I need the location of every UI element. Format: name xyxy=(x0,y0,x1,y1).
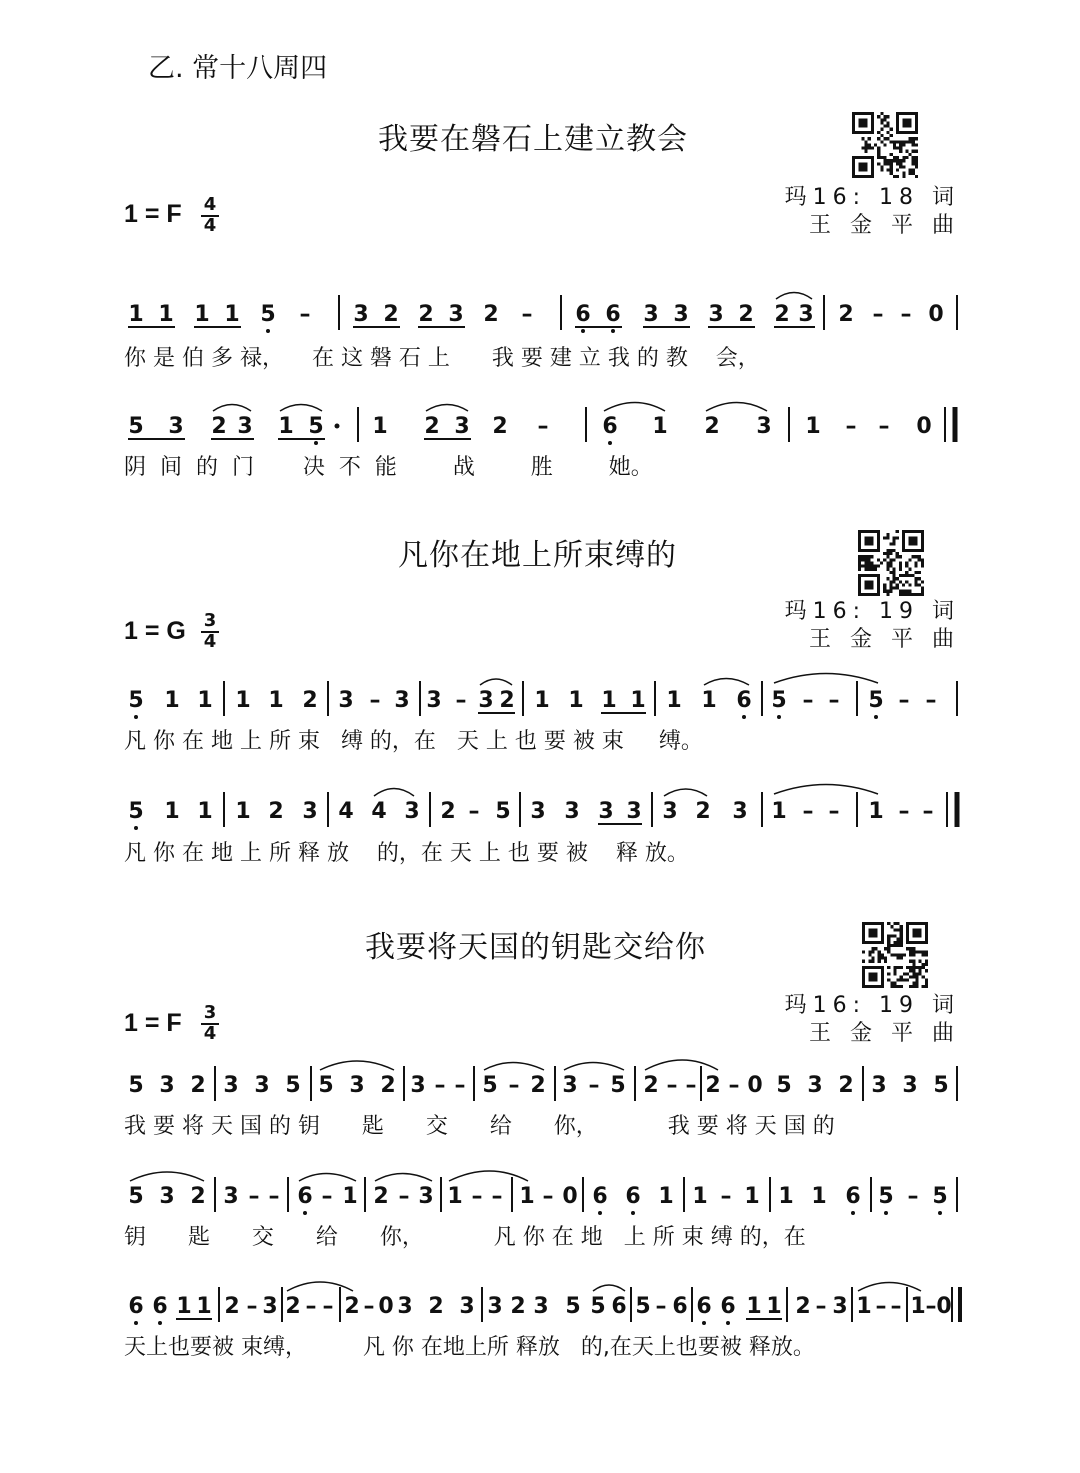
note: 2 xyxy=(268,799,284,824)
note: 3 xyxy=(237,414,253,439)
time-denominator: 4 xyxy=(203,631,217,652)
svg-text:3: 3 xyxy=(159,1073,175,1098)
svg-text:5: 5 xyxy=(318,1073,334,1098)
svg-text:1: 1 xyxy=(342,1184,358,1209)
svg-text:3: 3 xyxy=(262,1294,278,1319)
note: 0 xyxy=(916,414,932,439)
svg-text:0: 0 xyxy=(936,1294,952,1319)
svg-text:2: 2 xyxy=(285,1294,301,1319)
header-label: 乙. 常十八周四 xyxy=(148,53,328,84)
svg-text:6: 6 xyxy=(128,1294,144,1319)
note: 1 xyxy=(235,799,251,824)
svg-text:3: 3 xyxy=(459,1294,475,1319)
time-numerator: 3 xyxy=(201,1004,219,1025)
svg-text:0: 0 xyxy=(747,1073,763,1098)
svg-text:1: 1 xyxy=(778,1184,794,1209)
note: 3 xyxy=(478,688,494,713)
note: 5 xyxy=(128,688,144,713)
lyric-line: 阴 间 的 门 决 不 能 战 胜 她。 xyxy=(124,455,653,480)
svg-text:5: 5 xyxy=(776,1073,792,1098)
note: – xyxy=(521,302,533,327)
svg-text:2: 2 xyxy=(838,1073,854,1098)
note: 2 xyxy=(499,688,515,713)
svg-text:–: – xyxy=(363,1294,375,1319)
note: 1 xyxy=(235,688,251,713)
svg-text:2: 2 xyxy=(344,1294,360,1319)
note: 3 xyxy=(454,414,470,439)
note: 2 xyxy=(838,302,854,327)
key-signature: 1 = F xyxy=(124,200,182,228)
note: 1 xyxy=(128,302,144,327)
note: 1 xyxy=(652,414,668,439)
svg-text:1: 1 xyxy=(447,1184,463,1209)
svg-text:5: 5 xyxy=(285,1073,301,1098)
note: 6 xyxy=(575,302,591,327)
note: 1 xyxy=(197,799,213,824)
note: 4 xyxy=(338,799,354,824)
svg-text:5: 5 xyxy=(590,1294,606,1319)
credit-lyrics: 玛16: 19 词 xyxy=(784,599,960,624)
svg-text:–: – xyxy=(248,1184,260,1209)
note: – xyxy=(802,688,814,713)
svg-text:6: 6 xyxy=(720,1294,736,1319)
note: – xyxy=(878,414,890,439)
note: 3 xyxy=(302,799,318,824)
svg-text:0: 0 xyxy=(562,1184,578,1209)
svg-text:2: 2 xyxy=(373,1184,389,1209)
svg-text:1: 1 xyxy=(658,1184,674,1209)
svg-text:3: 3 xyxy=(533,1294,549,1319)
svg-text:1: 1 xyxy=(176,1294,192,1319)
svg-text:6: 6 xyxy=(297,1184,313,1209)
note: 2 xyxy=(774,302,790,327)
note: 3 xyxy=(708,302,724,327)
note: 1 xyxy=(534,688,550,713)
svg-text:–: – xyxy=(815,1294,827,1319)
svg-text:2: 2 xyxy=(795,1294,811,1319)
svg-text:3: 3 xyxy=(418,1184,434,1209)
note: 3 xyxy=(448,302,464,327)
note: 1 xyxy=(805,414,821,439)
note: 1 xyxy=(568,688,584,713)
note: 1 xyxy=(164,799,180,824)
note: – xyxy=(925,688,937,713)
svg-text:–: – xyxy=(305,1294,317,1319)
note: – xyxy=(455,688,467,713)
svg-text:–: – xyxy=(246,1294,258,1319)
note: 2 xyxy=(492,414,508,439)
note: 2 xyxy=(424,414,440,439)
note: 3 xyxy=(643,302,659,327)
note: 3 xyxy=(530,799,546,824)
svg-text:–: – xyxy=(728,1073,740,1098)
note: 3 xyxy=(598,799,614,824)
credit-music: 王 金 平 曲 xyxy=(809,213,960,238)
svg-text:–: – xyxy=(875,1294,887,1319)
svg-text:–: – xyxy=(685,1073,697,1098)
note: 3 xyxy=(732,799,748,824)
svg-text:2: 2 xyxy=(380,1073,396,1098)
note: – xyxy=(537,414,549,439)
time-signature xyxy=(201,612,219,650)
note: 5 xyxy=(260,302,276,327)
note: 5 xyxy=(495,799,511,824)
note: 6 xyxy=(602,414,618,439)
note: 1 xyxy=(666,688,682,713)
svg-text:6: 6 xyxy=(611,1294,627,1319)
time-denominator: 4 xyxy=(203,1023,217,1044)
svg-text:6: 6 xyxy=(152,1294,168,1319)
note: 3 xyxy=(673,302,689,327)
svg-text:1: 1 xyxy=(692,1184,708,1209)
note: 3 xyxy=(168,414,184,439)
note: 3 xyxy=(662,799,678,824)
svg-text:6: 6 xyxy=(672,1294,688,1319)
svg-text:1: 1 xyxy=(746,1294,762,1319)
note: 2 xyxy=(302,688,318,713)
svg-text:2: 2 xyxy=(510,1294,526,1319)
note: – xyxy=(468,799,480,824)
lyric-line: 天上也要被 束缚， 凡 你 在地上所 释放 的,在天上也要被 释放。 xyxy=(124,1335,815,1360)
credit-music: 王 金 平 曲 xyxy=(809,1021,960,1046)
svg-text:–: – xyxy=(655,1294,667,1319)
svg-text:1: 1 xyxy=(744,1184,760,1209)
note: 1 xyxy=(197,688,213,713)
note: 4 xyxy=(371,799,387,824)
svg-text:1: 1 xyxy=(910,1294,926,1319)
time-signature xyxy=(201,1004,219,1042)
svg-text:–: – xyxy=(398,1184,410,1209)
note: 5 xyxy=(128,799,144,824)
svg-text:3: 3 xyxy=(871,1073,887,1098)
svg-text:3: 3 xyxy=(562,1073,578,1098)
svg-text:–: – xyxy=(907,1184,919,1209)
time-numerator: 3 xyxy=(201,612,219,633)
svg-text:1: 1 xyxy=(766,1294,782,1319)
svg-text:1: 1 xyxy=(519,1184,535,1209)
svg-text:3: 3 xyxy=(223,1184,239,1209)
song-title: 我要在磐石上建立教会 xyxy=(378,122,688,157)
staff-line xyxy=(128,1282,960,1325)
svg-text:5: 5 xyxy=(635,1294,651,1319)
note: 2 xyxy=(211,414,227,439)
note: 5 xyxy=(308,414,324,439)
svg-text:3: 3 xyxy=(807,1073,823,1098)
lyric-line: 我 要 将 天 国 的 钥 匙 交 给 你， 我 要 将 天 国 的 xyxy=(124,1114,835,1139)
note: 1 xyxy=(164,688,180,713)
note: 3 xyxy=(404,799,420,824)
svg-text:2: 2 xyxy=(224,1294,240,1319)
lyric-line: 钥 匙 交 给 你， 凡 你 在 地 上 所 束 缚 的，在 xyxy=(124,1225,806,1250)
svg-text:5: 5 xyxy=(128,1073,144,1098)
note: 6 xyxy=(736,688,752,713)
svg-text:–: – xyxy=(268,1184,280,1209)
svg-text:1: 1 xyxy=(856,1294,872,1319)
svg-text:5: 5 xyxy=(565,1294,581,1319)
note: – xyxy=(898,688,910,713)
svg-text:3: 3 xyxy=(410,1073,426,1098)
svg-text:–: – xyxy=(322,1294,334,1319)
svg-text:–: – xyxy=(454,1073,466,1098)
note: 1 xyxy=(278,414,294,439)
svg-text:5: 5 xyxy=(128,1184,144,1209)
staff-line xyxy=(128,1171,957,1215)
staff-line xyxy=(128,293,957,334)
song-title: 我要将天国的钥匙交给你 xyxy=(365,930,706,965)
note: 3 xyxy=(394,688,410,713)
note: 6 xyxy=(605,302,621,327)
svg-text:3: 3 xyxy=(159,1184,175,1209)
note: 0 xyxy=(928,302,944,327)
note: 3 xyxy=(426,688,442,713)
note: 1 xyxy=(194,302,210,327)
staff-line xyxy=(128,785,957,831)
svg-text:–: – xyxy=(925,1294,937,1319)
svg-text:2: 2 xyxy=(705,1073,721,1098)
note: 1 xyxy=(868,799,884,824)
svg-text:3: 3 xyxy=(254,1073,270,1098)
staff-line xyxy=(128,403,955,446)
credit-lyrics: 玛16: 19 词 xyxy=(784,993,960,1018)
song-title: 凡你在地上所束缚的 xyxy=(398,538,677,573)
note: – xyxy=(828,799,840,824)
svg-text:3: 3 xyxy=(902,1073,918,1098)
note: – xyxy=(872,302,884,327)
svg-text:6: 6 xyxy=(592,1184,608,1209)
key-signature: 1 = G xyxy=(124,617,186,645)
svg-text:0: 0 xyxy=(378,1294,394,1319)
note: 2 xyxy=(383,302,399,327)
svg-text:–: – xyxy=(434,1073,446,1098)
note: 1 xyxy=(224,302,240,327)
svg-text:5: 5 xyxy=(933,1073,949,1098)
key-signature: 1 = F xyxy=(124,1009,182,1037)
note: 3 xyxy=(564,799,580,824)
song-credits xyxy=(760,992,960,1048)
note: 1 xyxy=(630,688,646,713)
svg-text:–: – xyxy=(588,1073,600,1098)
lyric-line: 凡 你 在 地 上 所 束 缚 的，在 天 上 也 要 被 束 缚。 xyxy=(124,729,703,754)
svg-text:1: 1 xyxy=(196,1294,212,1319)
svg-text:5: 5 xyxy=(932,1184,948,1209)
time-denominator: 4 xyxy=(203,215,217,236)
svg-text:3: 3 xyxy=(397,1294,413,1319)
note: 3 xyxy=(353,302,369,327)
credit-music: 王 金 平 曲 xyxy=(809,627,960,652)
note: 1 xyxy=(701,688,717,713)
svg-text:2: 2 xyxy=(190,1073,206,1098)
svg-text:3: 3 xyxy=(487,1294,503,1319)
note: 5 xyxy=(771,688,787,713)
note: – xyxy=(922,799,934,824)
staff-line xyxy=(128,1060,957,1101)
note: 5 xyxy=(128,414,144,439)
note: 2 xyxy=(738,302,754,327)
svg-text:–: – xyxy=(491,1184,503,1209)
note: 1 xyxy=(158,302,174,327)
svg-text:6: 6 xyxy=(696,1294,712,1319)
note: 3 xyxy=(798,302,814,327)
note: 2 xyxy=(483,302,499,327)
note: 2 xyxy=(695,799,711,824)
svg-text:–: – xyxy=(321,1184,333,1209)
time-numerator: 4 xyxy=(201,196,219,217)
qr-code-icon[interactable] xyxy=(862,922,928,988)
note: – xyxy=(299,302,311,327)
qr-code-icon[interactable] xyxy=(858,530,924,596)
svg-text:–: – xyxy=(542,1184,554,1209)
svg-text:–: – xyxy=(720,1184,732,1209)
svg-text:6: 6 xyxy=(625,1184,641,1209)
note: 1 xyxy=(601,688,617,713)
note: 5 xyxy=(868,688,884,713)
note: 3 xyxy=(338,688,354,713)
note: 3 xyxy=(756,414,772,439)
lyric-line: 凡 你 在 地 上 所 释 放 的，在 天 上 也 要 被 释 放。 xyxy=(124,841,689,866)
svg-text:–: – xyxy=(666,1073,678,1098)
svg-text:2: 2 xyxy=(530,1073,546,1098)
svg-text:2: 2 xyxy=(190,1184,206,1209)
svg-text:3: 3 xyxy=(223,1073,239,1098)
svg-text:–: – xyxy=(471,1184,483,1209)
svg-text:5: 5 xyxy=(482,1073,498,1098)
note: 3 xyxy=(626,799,642,824)
note: 2 xyxy=(704,414,720,439)
svg-text:2: 2 xyxy=(643,1073,659,1098)
note: – xyxy=(845,414,857,439)
note: 1 xyxy=(771,799,787,824)
note: – xyxy=(900,302,912,327)
staff-line xyxy=(128,674,957,720)
note: 2 xyxy=(440,799,456,824)
note: – xyxy=(828,688,840,713)
note: – xyxy=(898,799,910,824)
svg-text:1: 1 xyxy=(811,1184,827,1209)
note: – xyxy=(802,799,814,824)
svg-text:6: 6 xyxy=(845,1184,861,1209)
song-credits xyxy=(760,598,960,654)
svg-text:2: 2 xyxy=(428,1294,444,1319)
note: – xyxy=(369,688,381,713)
note: 1 xyxy=(372,414,388,439)
note: 2 xyxy=(418,302,434,327)
svg-text:–: – xyxy=(508,1073,520,1098)
lyric-line: 你 是 伯 多 禄， 在 这 磐 石 上 我 要 建 立 我 的 教 会， xyxy=(124,346,760,371)
svg-text:3: 3 xyxy=(832,1294,848,1319)
svg-text:5: 5 xyxy=(610,1073,626,1098)
note: 1 xyxy=(268,688,284,713)
svg-text:3: 3 xyxy=(349,1073,365,1098)
svg-text:–: – xyxy=(890,1294,902,1319)
svg-text:5: 5 xyxy=(878,1184,894,1209)
credit-lyrics: 玛16: 18 词 xyxy=(784,185,960,210)
